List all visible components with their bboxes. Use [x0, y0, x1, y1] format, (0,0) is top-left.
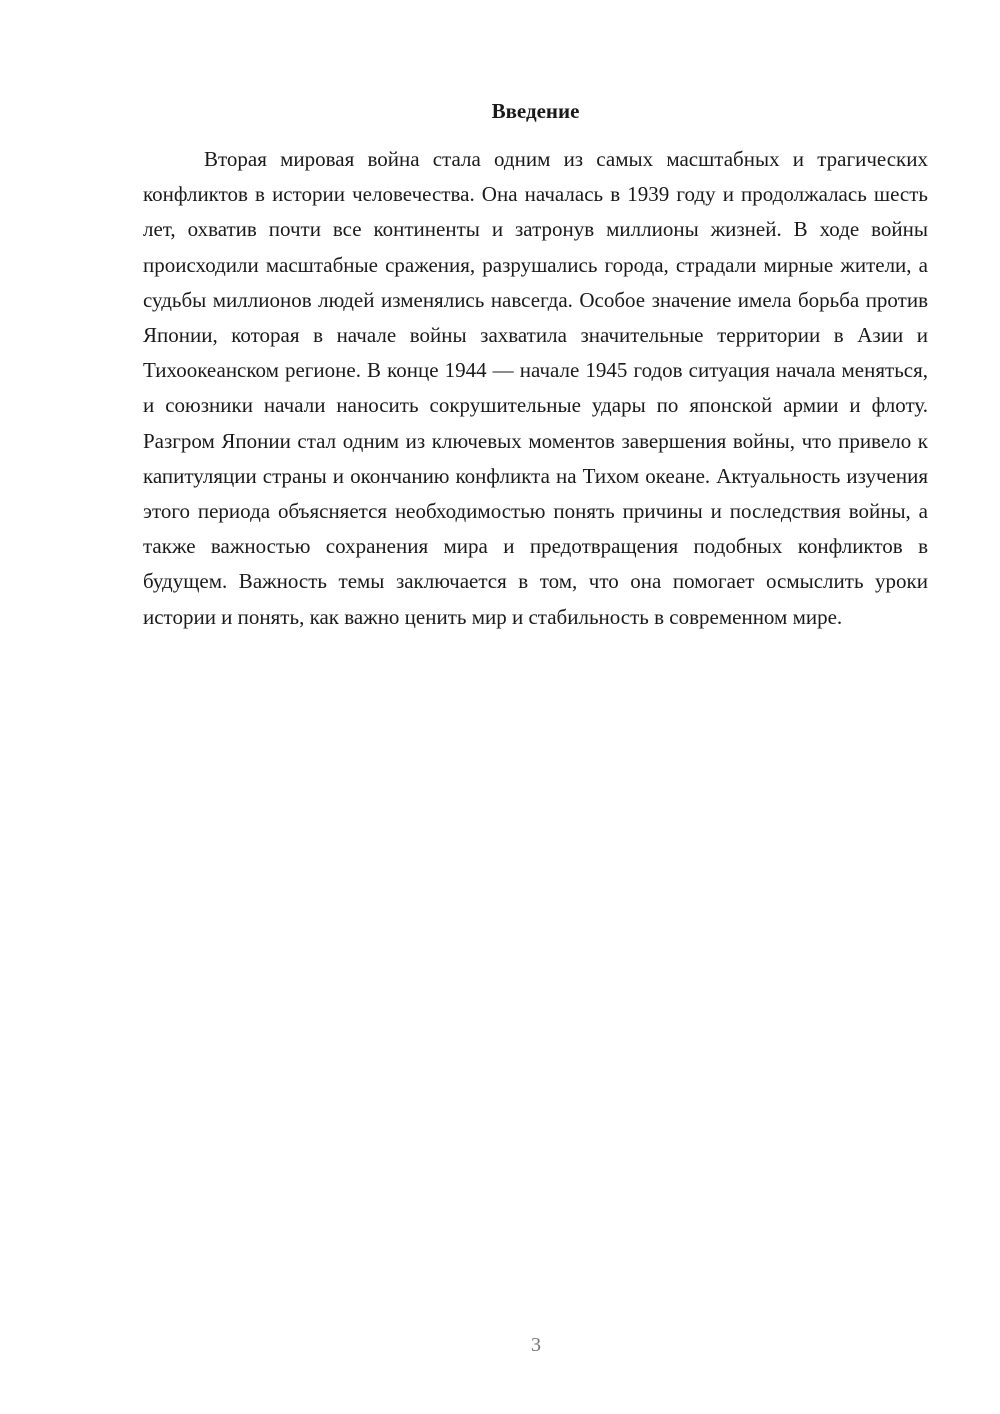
page-number: 3 — [531, 1334, 541, 1356]
section-heading: Введение — [491, 99, 580, 123]
body-paragraph: Вторая мировая война стала одним из самых масштабных и трагических конфликтов в истории человечества. Она началась в 1939 году и продолжалась шесть лет, охватив почти все континенты и затронув миллионы жизней. В ходе войны происходили масштабные сражения, разрушались города, страдали мирные жители, а судьбы миллионов людей изменялись навсегда. Особое значение имела борьба против Японии, которая в начале войны захватила значительные территории в Азии и Тихоокеанском регионе. В конце 1944 — начале 1945 годов ситуация начала меняться, и союзники начали наносить сокрушительные удары по японской армии и флоту. Разгром Японии стал одним из ключевых моментов завершения войны, что привело к капитуляции страны и окончанию конфликта на Тихом океане. Актуальность изучения этого периода объясняется необходимостью понять причины и последствия войны, а также важностью сохранения мира и предотвращения подобных конфликтов в будущем. Важность темы заключается в том, что она помогает осмыслить уроки истории и понять, как важно ценить мир и стабильность в современном мире. — [143, 147, 928, 629]
